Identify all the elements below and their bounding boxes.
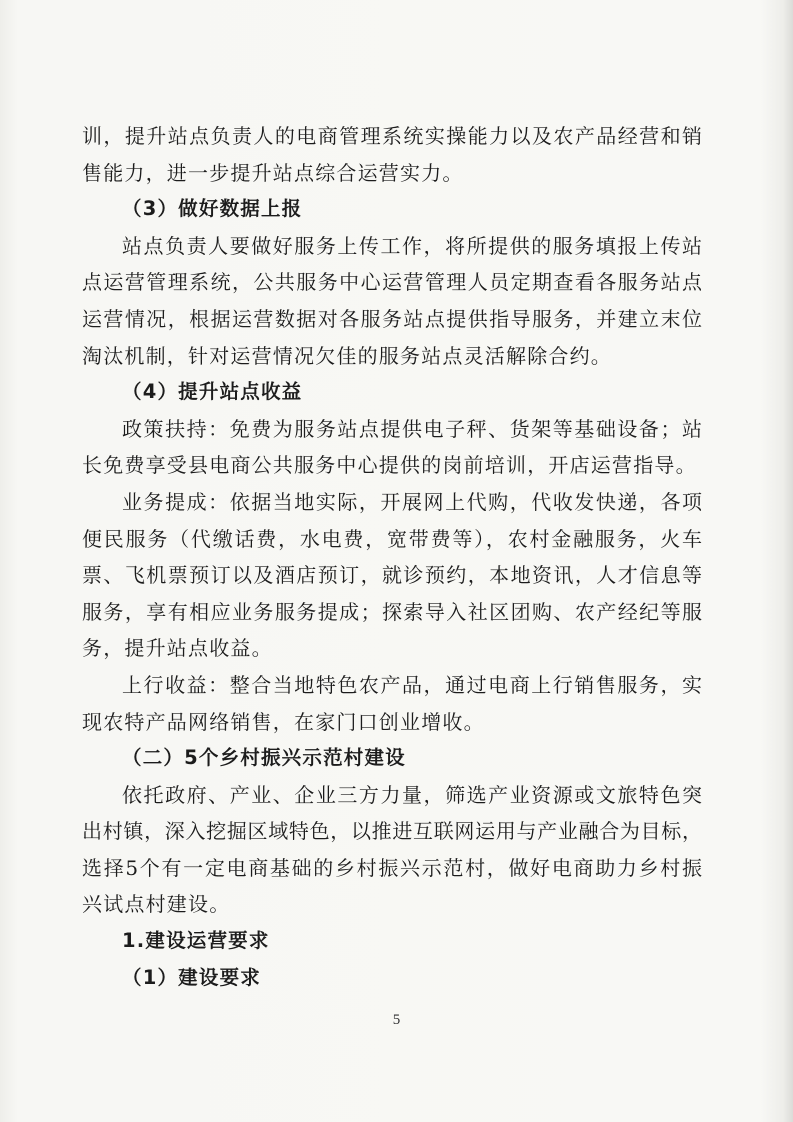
paragraph-line: 便民服务（代缴话费，水电费，宽带费等），农村金融服务，火车 <box>82 526 702 551</box>
page-number: 5 <box>392 1012 401 1028</box>
paragraph-line: 出村镇，深入挖掘区域特色，以推进互联网运用与产业融合为目标， <box>82 819 702 844</box>
paragraph-line: 选择5个有一定电商基础的乡村振兴示范村，做好电商助力乡村振 <box>82 855 702 880</box>
paragraph-line: 点运营管理系统，公共服务中心运营管理人员定期查看各服务站点 <box>82 270 702 295</box>
paragraph-line: 长免费享受县电商公共服务中心提供的岗前培训，开店运营指导。 <box>82 453 697 478</box>
section-heading: （3）做好数据上报 <box>122 197 303 221</box>
section-heading: （4）提升站点收益 <box>122 380 303 404</box>
paragraph-line: 售能力，进一步提升站点综合运营实力。 <box>82 160 464 185</box>
paragraph-line: 淘汰机制，针对运营情况欠佳的服务站点灵活解除合约。 <box>82 343 612 368</box>
paragraph-line: 业务提成：依据当地实际，开展网上代购，代收发快递，各项 <box>122 489 702 514</box>
paragraph-line: 训，提升站点负责人的电商管理系统实操能力以及农产品经营和销 <box>82 124 702 148</box>
section-heading: 1.建设运营要求 <box>122 929 270 953</box>
paragraph-line: 兴试点村建设。 <box>82 892 231 917</box>
paragraph-line: 站点负责人要做好服务上传工作，将所提供的服务填报上传站 <box>122 233 702 258</box>
paragraph-line: 务，提升站点收益。 <box>82 636 273 661</box>
paragraph-line: 依托政府、产业、企业三方力量，筛选产业资源或文旅特色突 <box>122 782 702 807</box>
paragraph-line: 运营情况，根据运营数据对各服务站点提供指导服务，并建立末位 <box>82 306 702 331</box>
document-body <box>82 118 702 996</box>
paragraph-line: 票、飞机票预订以及酒店预订，就诊预约，本地资讯，人才信息等 <box>82 563 702 588</box>
paragraph-line: 现农特产品网络销售，在家门口创业增收。 <box>82 709 485 734</box>
page-edge-shadow <box>783 0 793 1122</box>
paragraph-line: 服务，享有相应业务服务提成；探索导入社区团购、农产经纪等服 <box>82 599 702 624</box>
paragraph-line: 政策扶持：免费为服务站点提供电子秤、货架等基础设备；站 <box>122 416 702 441</box>
section-heading: （1）建设要求 <box>122 965 261 989</box>
section-heading: （二）5个乡村振兴示范村建设 <box>122 746 406 770</box>
paragraph-line: 上行收益：整合当地特色农产品，通过电商上行销售服务，实 <box>122 672 702 697</box>
